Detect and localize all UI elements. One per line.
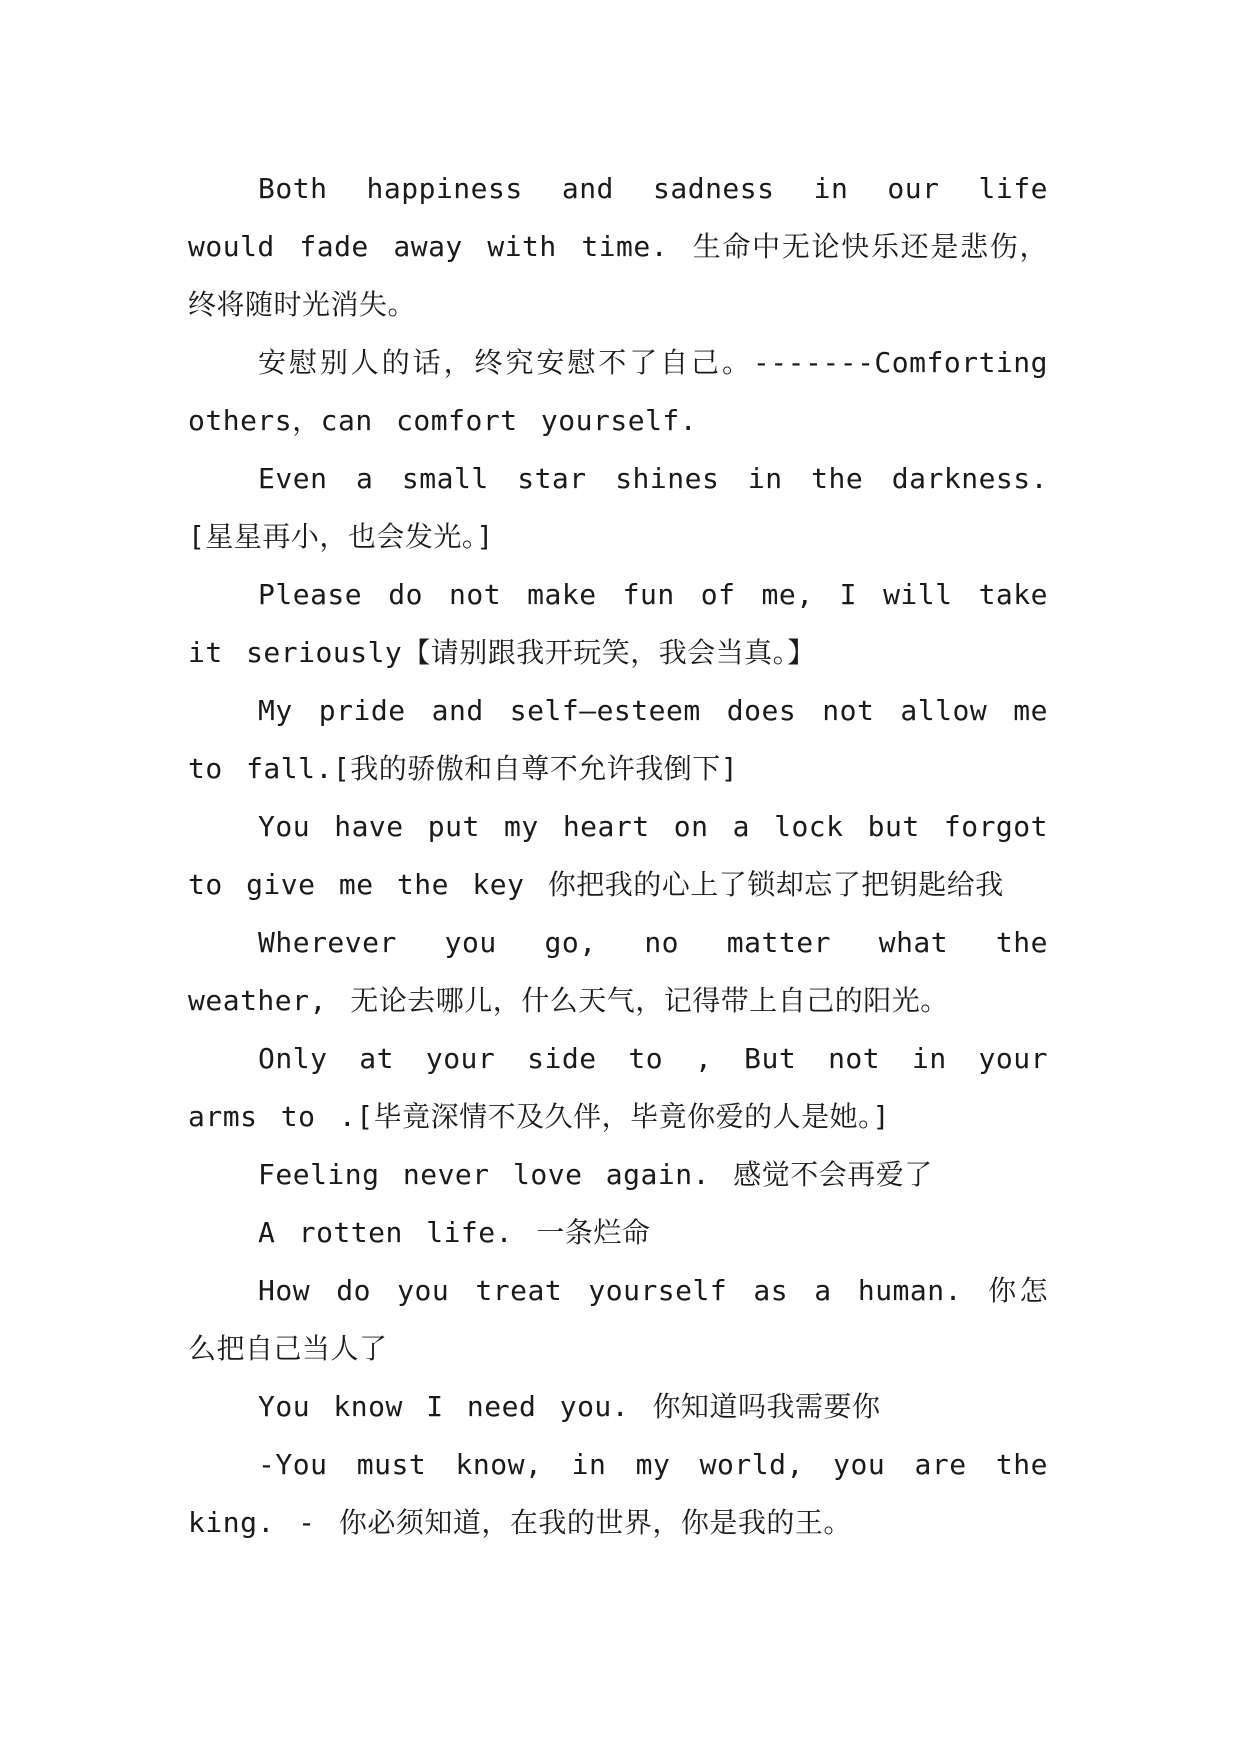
paragraph-8: Only at your side to , But not in your arms to .[毕竟深情不及久伴，毕竟你爱的人是她。] — [188, 1042, 1048, 1133]
document-body — [188, 160, 1048, 1552]
paragraph-11: How do you treat yourself as a human. 你怎么把自己当人了 — [188, 1274, 1048, 1365]
paragraph-12: You know I need you. 你知道吗我需要你 — [258, 1390, 881, 1423]
paragraph-1: Both happiness and sadness in our life would fade away with time. 生命中无论快乐还是悲伤，终将随时光消失。 — [188, 172, 1048, 321]
paragraph-5: My pride and self—esteem does not allow me to fall.[我的骄傲和自尊不允许我倒下] — [188, 694, 1048, 785]
paragraph-2: 安慰别人的话，终究安慰不了自己。-------Comforting others，can comfort yourself. — [188, 346, 1048, 437]
paragraph-3: Even a small star shines in the darkness.[星星再小，也会发光。] — [188, 462, 1048, 553]
paragraph-13: -You must know, in my world, you are the king. - 你必须知道，在我的世界，你是我的王。 — [188, 1448, 1048, 1539]
paragraph-9: Feeling never love again. 感觉不会再爱了 — [258, 1158, 933, 1191]
paragraph-10: A rotten life. 一条烂命 — [258, 1216, 651, 1249]
paragraph-6: You have put my heart on a lock but forgot to give me the key 你把我的心上了锁却忘了把钥匙给我 — [188, 810, 1048, 901]
paragraph-7: Wherever you go, no matter what the weather, 无论去哪儿，什么天气，记得带上自己的阳光。 — [188, 926, 1048, 1017]
paragraph-4: Please do not make fun of me, I will take it seriously【请别跟我开玩笑，我会当真。】 — [188, 578, 1048, 669]
